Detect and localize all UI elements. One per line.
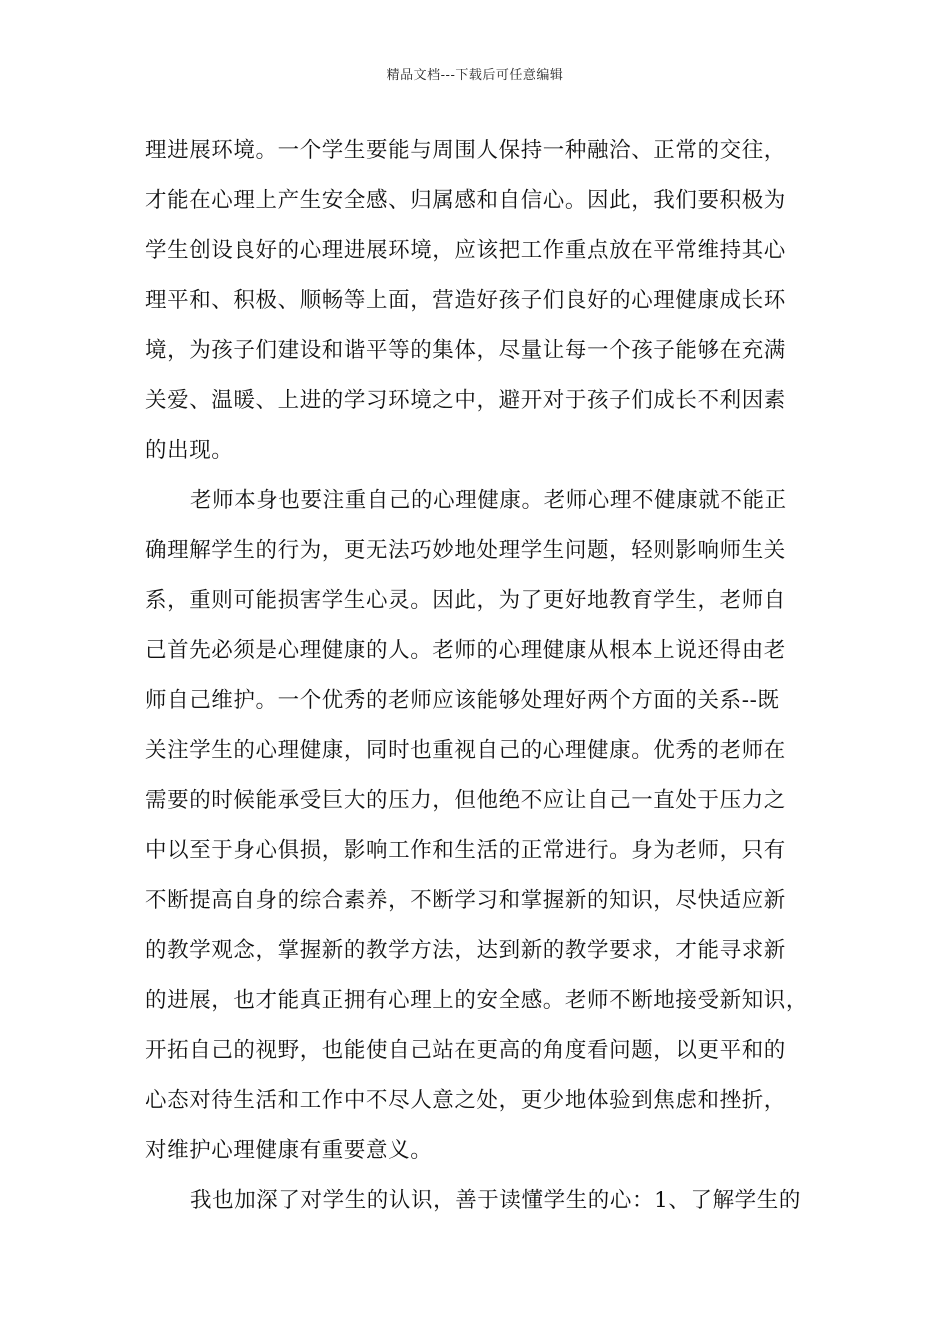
text-line: 师自己维护。一个优秀的老师应该能够处理好两个方面的关系--既 (145, 688, 780, 713)
text-line: 心态对待生活和工作中不尽人意之处，更少地体验到焦虑和挫折， (145, 1088, 786, 1113)
text-line: 确理解学生的行为，更无法巧妙地处理学生问题，轻则影响师生关 (145, 538, 786, 563)
text-line: 己首先必须是心理健康的人。老师的心理健康从根本上说还得由老 (145, 638, 786, 663)
text-line: 理平和、积极、顺畅等上面，营造好孩子们良好的心理健康成长环 (145, 288, 786, 313)
text-line: 的教学观念，掌握新的教学方法，达到新的教学要求，才能寻求新 (145, 938, 786, 963)
text-line: 关注学生的心理健康，同时也重视自己的心理健康。优秀的老师在 (145, 738, 786, 763)
paragraph-3 (145, 1176, 825, 1226)
paragraph-1 (145, 126, 825, 476)
text-line: 对维护心理健康有重要意义。 (145, 1138, 433, 1163)
text-line: 不断提高自身的综合素养，不断学习和掌握新的知识，尽快适应新 (145, 888, 786, 913)
text-line: 我也加深了对学生的认识，善于读懂学生的心：1、了解学生的 (190, 1188, 801, 1213)
text-line: 开拓自己的视野，也能使自己站在更高的角度看问题，以更平和的 (145, 1038, 786, 1063)
text-line: 系，重则可能损害学生心灵。因此，为了更好地教育学生，老师自 (145, 588, 786, 613)
text-line: 的出现。 (145, 438, 234, 463)
paragraph-2 (145, 476, 825, 1176)
text-line: 老师本身也要注重自己的心理健康。老师心理不健康就不能正 (190, 488, 787, 513)
text-line: 关爱、温暖、上进的学习环境之中，避开对于孩子们成长不利因素 (145, 388, 786, 413)
text-line: 中以至于身心俱损，影响工作和生活的正常进行。身为老师，只有 (145, 838, 786, 863)
text-line: 理进展环境。一个学生要能与周围人保持一种融洽、正常的交往， (145, 138, 786, 163)
document-body (145, 126, 825, 1226)
text-line: 才能在心理上产生安全感、归属感和自信心。因此，我们要积极为 (145, 188, 786, 213)
text-line: 境，为孩子们建设和谐平等的集体，尽量让每一个孩子能够在充满 (145, 338, 786, 363)
page-header: 精品文档---下载后可任意编辑 (386, 68, 564, 83)
text-line: 的进展，也才能真正拥有心理上的安全感。老师不断地接受新知识， (145, 988, 809, 1013)
text-line: 学生创设良好的心理进展环境，应该把工作重点放在平常维持其心 (145, 238, 786, 263)
text-line: 需要的时候能承受巨大的压力，但他绝不应让自己一直处于压力之 (145, 788, 786, 813)
